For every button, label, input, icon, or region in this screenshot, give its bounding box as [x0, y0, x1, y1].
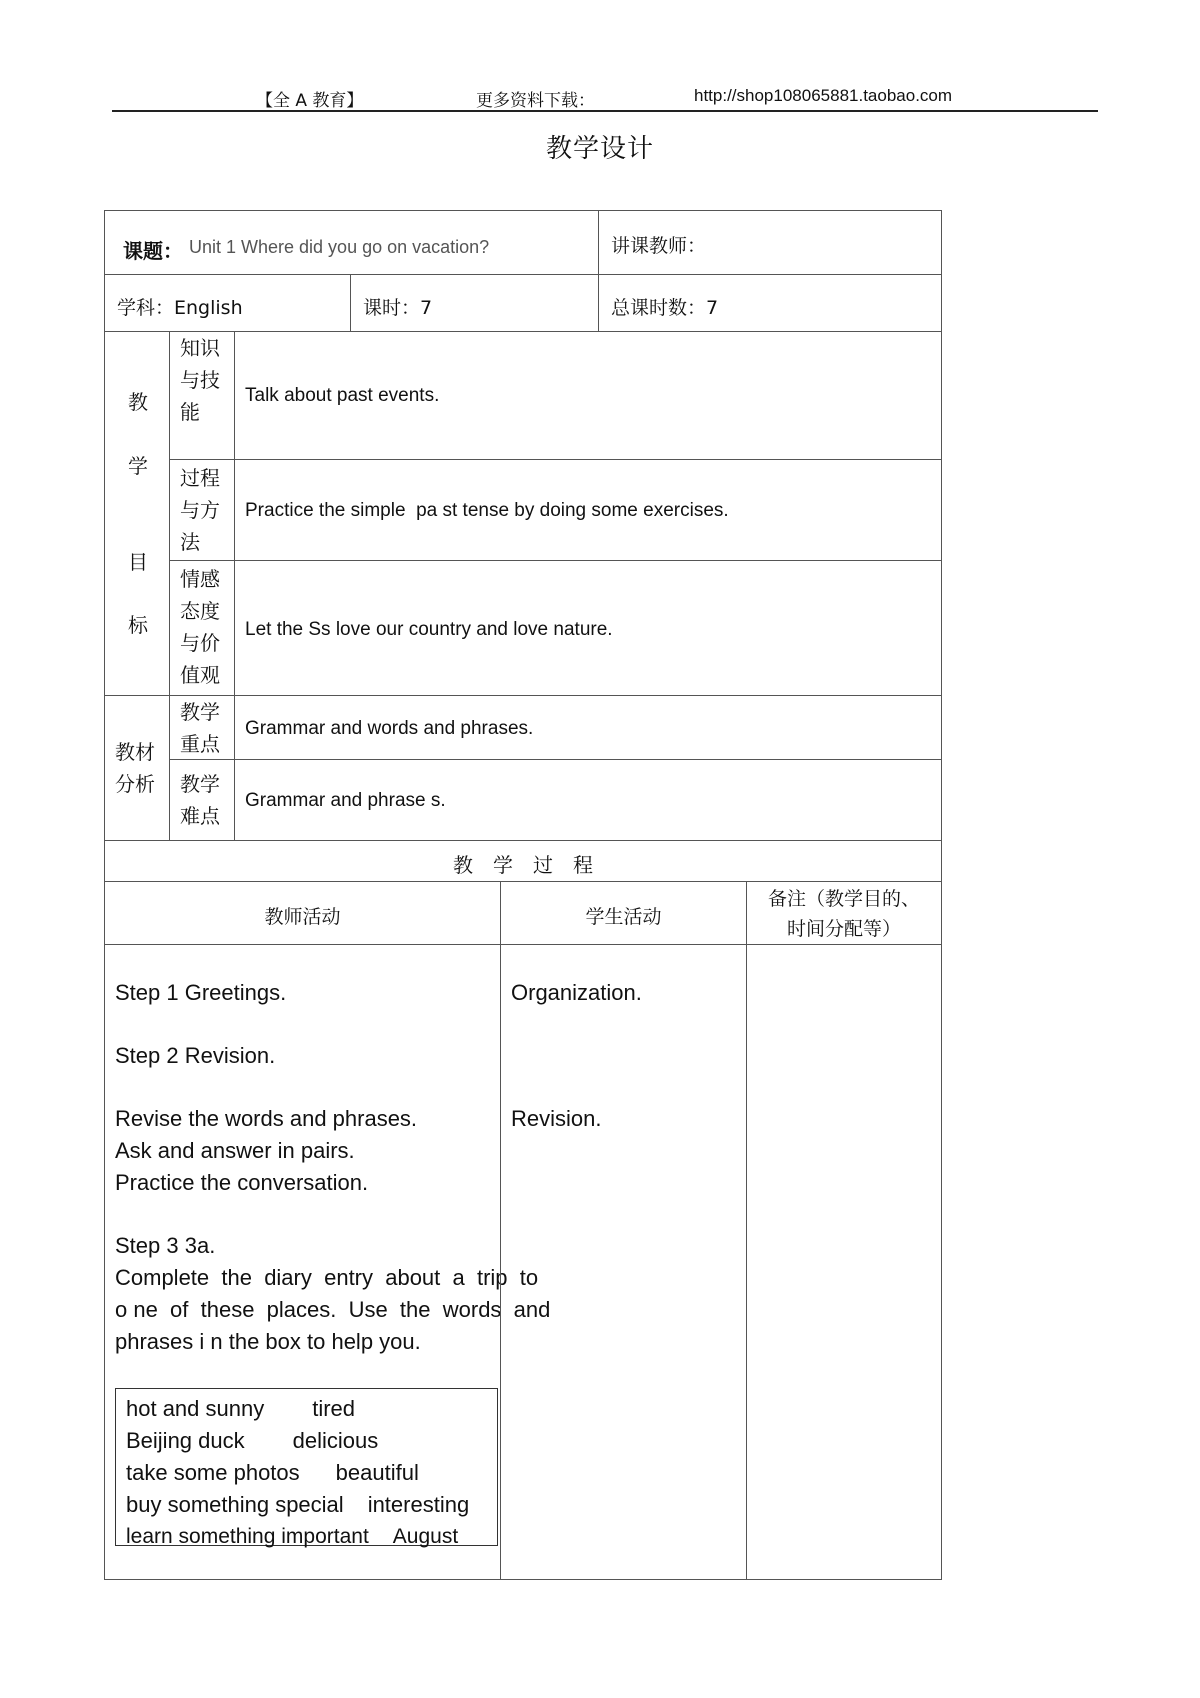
topic-value: Unit 1 Where did you go on vacation?	[189, 237, 490, 257]
objective-process-text-cell	[234, 459, 942, 561]
analysis-key-text: Grammar and words and phrases.	[245, 718, 534, 739]
label-line: 法	[180, 530, 200, 554]
page-title: 教学设计	[545, 134, 654, 164]
analysis-key-text-cell	[234, 695, 942, 760]
word-box-row	[126, 1521, 458, 1553]
teacher-label: 讲课教师：	[611, 235, 707, 257]
word-item: tired	[312, 1396, 356, 1421]
period-cell	[350, 274, 599, 332]
col-teacher-header	[104, 881, 501, 945]
total-text: 总课时数：7	[611, 297, 719, 319]
label-line: 教学	[180, 772, 220, 796]
topic-cell	[104, 210, 599, 275]
teacher-activity-cell	[104, 944, 551, 1580]
label-line: 过程	[180, 466, 220, 490]
col-notes-line-1: 备注（教学目的、	[767, 888, 920, 910]
objective-knowledge-text: Talk about past events.	[245, 385, 440, 406]
objective-emotion-text-cell	[234, 560, 942, 696]
label-line: 与技	[180, 368, 220, 392]
col-notes-header	[746, 881, 942, 945]
label-line: 情感	[180, 567, 220, 591]
instruction-line-3: phrases i n the box to help you.	[115, 1329, 421, 1354]
total-cell	[598, 274, 942, 332]
header-url[interactable]: http://shop108065881.taobao.com	[694, 86, 953, 105]
word-item: take some photos	[126, 1460, 300, 1485]
objective-knowledge-text-cell	[234, 331, 942, 460]
label-line: 教材	[115, 740, 155, 764]
objectives-char-4: 标	[128, 613, 148, 637]
analysis-difficult-label	[169, 759, 235, 841]
student-activity-2: Revision.	[511, 1106, 602, 1131]
word-item: interesting	[367, 1492, 470, 1517]
label-line: 与方	[180, 498, 220, 522]
process-title: 教 学 过 程	[453, 853, 593, 877]
objectives-char-2: 学	[128, 454, 148, 478]
topic-label: 课题：	[123, 239, 183, 263]
period-text: 课时：7	[363, 297, 433, 319]
step-3: Step 3 3a.	[115, 1233, 216, 1258]
word-item: Beijing duck	[126, 1428, 245, 1453]
label-line: 与价	[180, 631, 220, 655]
word-item: hot and sunny	[126, 1396, 265, 1421]
label-line: 态度	[180, 599, 220, 623]
revision-line-3: Practice the conversation.	[115, 1170, 369, 1195]
objective-knowledge-label	[169, 331, 235, 460]
col-student-label: 学生活动	[585, 906, 662, 928]
label-line: 教学	[180, 700, 220, 724]
analysis-label-cell	[104, 695, 170, 841]
objectives-char-3: 目	[128, 550, 148, 574]
word-item: beautiful	[335, 1460, 419, 1485]
analysis-difficult-text-cell	[234, 759, 942, 841]
objectives-label-cell	[104, 331, 170, 696]
instruction-line-2: o ne of these places. Use the words and	[115, 1297, 551, 1322]
process-title-cell	[104, 840, 942, 882]
word-item: delicious	[292, 1428, 379, 1453]
word-item: August	[392, 1525, 459, 1548]
objective-process-text: Practice the simple pa st tense by doing some exercises.	[245, 500, 729, 521]
notes-cell	[746, 944, 942, 1580]
analysis-key-label	[169, 695, 235, 760]
subject-cell	[104, 274, 351, 332]
subject-text: 学科：English	[117, 297, 243, 319]
label-line: 知识	[180, 336, 220, 360]
header-brand: 【全 A 教育】	[256, 91, 364, 111]
word-box-row	[126, 1425, 378, 1457]
label-line: 能	[180, 400, 200, 424]
objectives-char-1: 教	[128, 390, 148, 414]
col-teacher-label: 教师活动	[264, 906, 341, 928]
step-2: Step 2 Revision.	[115, 1043, 276, 1068]
label-line: 分析	[115, 772, 155, 796]
word-box-row	[126, 1393, 355, 1425]
word-box-row	[126, 1457, 419, 1489]
objective-emotion-text: Let the Ss love our country and love nature.	[245, 619, 613, 640]
label-line: 值观	[180, 663, 220, 687]
student-activity-cell	[500, 944, 747, 1580]
label-line: 重点	[180, 732, 220, 756]
analysis-difficult-text: Grammar and phrase s.	[245, 790, 446, 811]
word-item: learn something important	[126, 1525, 369, 1548]
teacher-cell	[598, 210, 942, 275]
step-1: Step 1 Greetings.	[115, 980, 287, 1005]
header-download-label: 更多资料下载：	[476, 91, 595, 111]
student-activity-1: Organization.	[511, 980, 642, 1005]
objective-process-label	[169, 459, 235, 561]
word-box	[115, 1388, 498, 1546]
revision-line-1: Revise the words and phrases.	[115, 1106, 418, 1131]
header-divider	[112, 110, 1098, 112]
col-notes-line-2: 时间分配等）	[786, 918, 901, 940]
objective-emotion-label	[169, 560, 235, 696]
word-item: buy something special	[126, 1492, 344, 1517]
label-line: 难点	[180, 804, 220, 828]
word-box-row	[126, 1489, 469, 1521]
instruction-line-1: Complete the diary entry about a trip to	[115, 1265, 539, 1290]
col-student-header	[500, 881, 747, 945]
revision-line-2: Ask and answer in pairs.	[115, 1138, 355, 1163]
